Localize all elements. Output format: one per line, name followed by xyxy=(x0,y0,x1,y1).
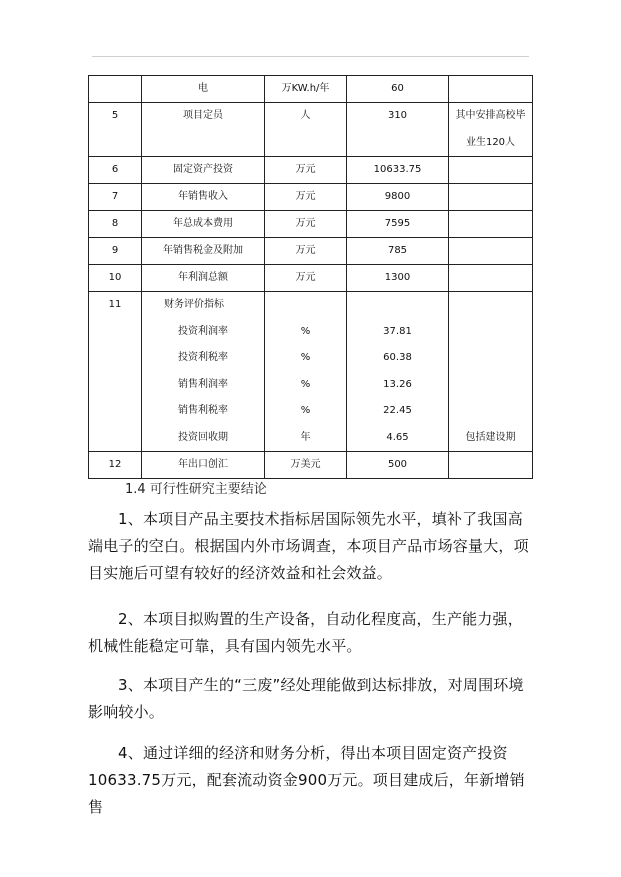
finance-item-unit: % xyxy=(300,378,311,390)
row-note xyxy=(449,76,533,103)
row-value: 310 xyxy=(347,103,449,157)
row-name: 项目定员 xyxy=(142,103,265,157)
finance-item-unit: % xyxy=(300,352,311,363)
row-value: 10633.75 xyxy=(347,157,449,184)
conclusion-paragraph-4: 4、通过详细的经济和财务分析，得出本项目固定资产投资10633.75万元，配套流动资金900万元。项目建成后，年新增销售 xyxy=(88,744,525,816)
finance-item-name: 销售利润率 xyxy=(178,378,228,390)
row-note xyxy=(449,103,533,157)
row-note xyxy=(449,238,533,265)
row-value: 60 xyxy=(347,76,449,103)
row-no: 11 xyxy=(89,292,142,452)
project-indicators-table xyxy=(88,75,533,479)
row-note xyxy=(449,452,533,479)
row-name: 年销售税金及附加 xyxy=(142,238,265,265)
conclusion-paragraph-2: 2、本项目拟购置的生产设备，自动化程度高，生产能力强，机械性能稳定可靠，具有国内领先水平。 xyxy=(88,610,523,655)
row-name: 固定资产投资 xyxy=(142,157,265,184)
row-no: 6 xyxy=(89,157,142,184)
row-unit: 万美元 xyxy=(265,452,347,479)
row-name: 年销售收入 xyxy=(142,184,265,211)
row-unit: 万元 xyxy=(265,157,347,184)
finance-item-note xyxy=(449,398,532,425)
row-note xyxy=(449,157,533,184)
table-row xyxy=(89,76,533,103)
finance-title: 财务评价指标 xyxy=(164,299,224,310)
row-value: 500 xyxy=(347,452,449,479)
header-rule xyxy=(92,56,529,57)
conclusion-paragraph-1: 1、本项目产品主要技术指标居国际领先水平，填补了我国高端电子的空白。根据国内外市场调查，本项目产品市场容量大，项目实施后可望有较好的经济效益和社会效益。 xyxy=(88,510,529,582)
row-note xyxy=(449,265,533,292)
finance-item-unit: % xyxy=(300,405,311,416)
row-value: 785 xyxy=(347,238,449,265)
row-note xyxy=(449,184,533,211)
finance-item-note xyxy=(449,372,532,399)
row-no: 7 xyxy=(89,184,142,211)
finance-row xyxy=(89,292,533,452)
note-line: 业生120人 xyxy=(465,136,516,148)
finance-names xyxy=(142,292,265,452)
row-value: 1300 xyxy=(347,265,449,292)
row-unit: 人 xyxy=(265,103,347,157)
finance-item-unit: 年 xyxy=(300,431,311,443)
table-row xyxy=(89,265,533,292)
row-value: 9800 xyxy=(347,184,449,211)
table-row xyxy=(89,452,533,479)
row-name: 年利润总额 xyxy=(142,265,265,292)
row-name: 年出口创汇 xyxy=(142,452,265,479)
row-no: 9 xyxy=(89,238,142,265)
finance-item-value: 13.26 xyxy=(383,378,412,390)
row-unit: 万元 xyxy=(265,265,347,292)
finance-item-name: 投资回收期 xyxy=(178,431,228,443)
finance-item-note: 包括建设期 xyxy=(465,431,516,443)
finance-values xyxy=(347,292,449,452)
row-name: 电 xyxy=(142,76,265,103)
finance-item-name: 投资利税率 xyxy=(178,352,228,363)
finance-item-value: 37.81 xyxy=(383,325,412,337)
conclusion-paragraph-3: 3、本项目产生的“三废”经处理能做到达标排放，对周围环境影响较小。 xyxy=(88,676,524,721)
row-unit: 万KW.h/年 xyxy=(265,76,347,103)
row-no: 12 xyxy=(89,452,142,479)
row-unit: 万元 xyxy=(265,211,347,238)
finance-item-unit: % xyxy=(300,325,311,337)
row-note xyxy=(449,211,533,238)
finance-item-name: 销售利税率 xyxy=(178,405,228,416)
finance-units xyxy=(265,292,347,452)
row-unit: 万元 xyxy=(265,238,347,265)
table-row xyxy=(89,103,533,157)
finance-notes xyxy=(449,292,533,452)
row-name: 年总成本费用 xyxy=(142,211,265,238)
row-unit: 万元 xyxy=(265,184,347,211)
finance-item-value: 4.65 xyxy=(386,431,409,443)
row-no xyxy=(89,76,142,103)
table-row xyxy=(89,238,533,265)
row-no: 10 xyxy=(89,265,142,292)
finance-item-value: 60.38 xyxy=(383,352,412,363)
finance-item-name: 投资利润率 xyxy=(178,325,228,337)
table-row xyxy=(89,211,533,238)
table-row xyxy=(89,184,533,211)
section-heading: 1.4 可行性研究主要结论 xyxy=(125,482,267,497)
finance-item-value: 22.45 xyxy=(383,405,412,416)
note-line: 其中安排高校毕 xyxy=(455,110,526,121)
finance-item-note xyxy=(449,319,532,346)
row-value: 7595 xyxy=(347,211,449,238)
table-row xyxy=(89,157,533,184)
row-no: 8 xyxy=(89,211,142,238)
finance-item-note xyxy=(449,345,532,372)
row-no: 5 xyxy=(89,103,142,157)
